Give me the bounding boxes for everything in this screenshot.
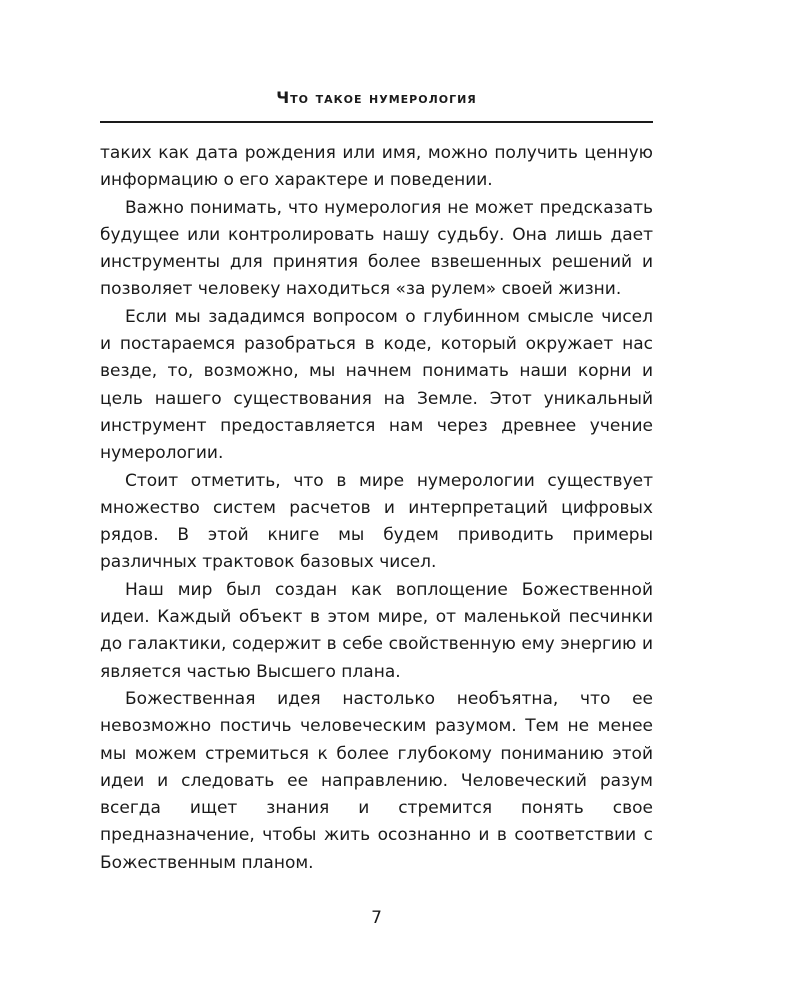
running-header: Что такое нумерология bbox=[276, 88, 477, 107]
header-divider bbox=[100, 121, 653, 123]
paragraph-continued: таких как дата рождения или имя, можно получить ценную информацию о его характере и поведении. bbox=[100, 143, 653, 191]
paragraph: Если мы зададимся вопросом о глубинном смысле чисел и постараемся разобраться в коде, который окружает нас везде, то, возможно, мы начнем понимать наши корни и цель нашего существования на Земле. Этот уникальный инструмент предоставляется нам через древнее учение нумерологии. bbox=[100, 306, 653, 464]
paragraph: Стоит отметить, что в мире нумерологии существует множество систем расчетов и интерпретаций цифровых рядов. В этой книге мы будем приводить примеры различных трактовок базовых чисел. bbox=[100, 470, 653, 573]
page-number: 7 bbox=[371, 908, 382, 928]
paragraph: Важно понимать, что нумерология не может предсказать будущее или контролировать нашу судьбу. Она лишь дает инструменты для принятия более взвешенных решений и позволяет человеку находиться «за рулем» своей жизни. bbox=[100, 197, 653, 300]
paragraph: Наш мир был создан как воплощение Божественной идеи. Каждый объект в этом мире, от маленькой песчинки до галактики, содержит в себе свойственную ему энергию и является частью Высшего плана. bbox=[100, 579, 653, 682]
body-text bbox=[100, 140, 653, 877]
paragraph: Божественная идея настолько необъятна, что ее невозможно постичь человеческим разумом. Тем не менее мы можем стремиться к более глубокому пониманию этой идеи и следовать ее направлению. Человеческий разум всегда ищет знания и стремится понять свое предназначение, чтобы жить осознанно и в соответствии с Божественным планом. bbox=[100, 688, 653, 873]
